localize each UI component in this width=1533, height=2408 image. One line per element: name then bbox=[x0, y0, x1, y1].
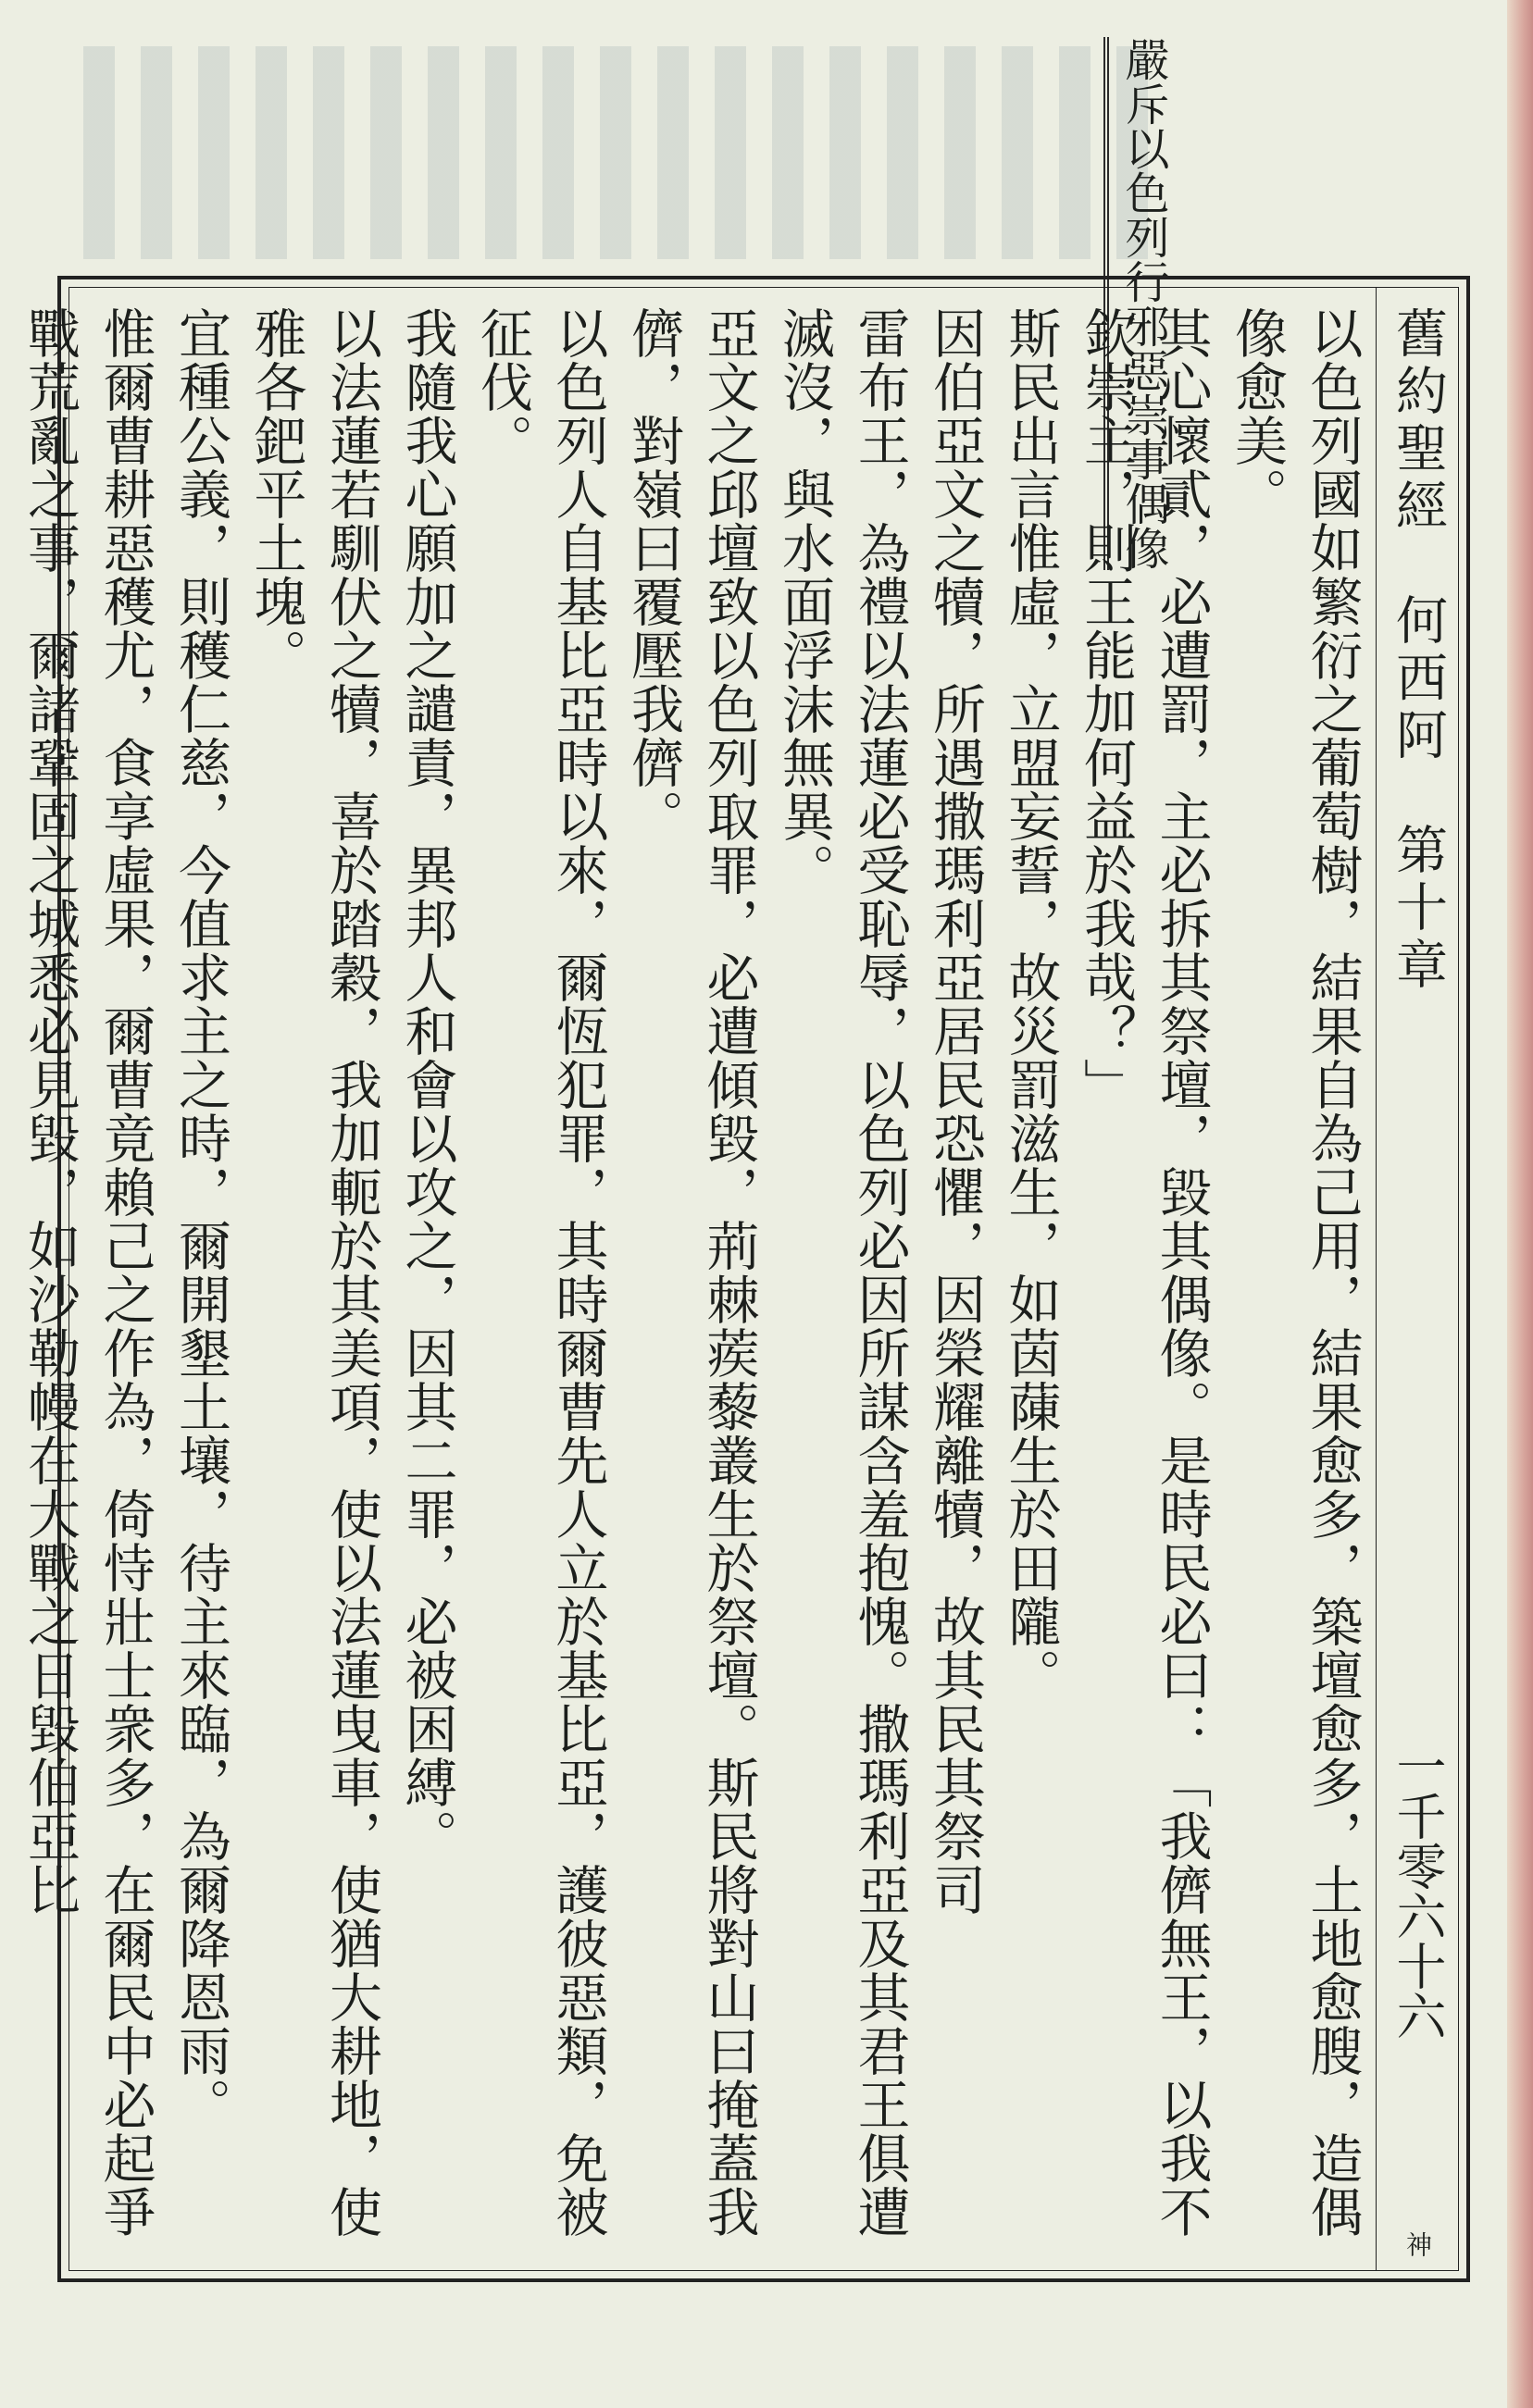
text-column: 我隨我心願加之譴責，異邦人和會以攻之，因其二罪，必被困縛。 bbox=[396, 306, 457, 1863]
page-frame bbox=[19, 276, 1470, 2282]
text-column: 以色列人自基比亞時以來，爾恆犯罪，其時爾曹先人立於基比亞，護彼惡類，免被征伐。 bbox=[471, 306, 608, 2239]
text-column: 其心懷貳，必遭罰，主必拆其祭壇，毀其偶像。是時民必曰：「我儕無王，以我不欽崇主，則王能加何益於我哉？」 bbox=[1075, 306, 1212, 2239]
running-header-column bbox=[1376, 288, 1458, 2270]
text-column: 亞文之邱壇致以色列取罪，必遭傾毀，荊棘蒺藜叢生於祭壇。斯民將對山曰掩蓋我儕，對嶺曰覆壓我儕。 bbox=[622, 306, 759, 2239]
text-column: 宜種公義，則穫仁慈，今值求主之時，爾開墾土壤，待主來臨，為爾降恩雨。 bbox=[169, 306, 231, 2131]
page-frame-inner bbox=[19, 287, 1459, 2271]
scripture-text bbox=[19, 288, 1377, 2270]
bleed-through-text bbox=[83, 46, 1166, 259]
text-column: 因伯亞文之犢，所遇撒瑪利亞居民恐懼，因榮耀離犢，故其民其祭司 bbox=[924, 306, 986, 1917]
text-column: 以色列國如繁衍之葡萄樹，結果自為己用，結果愈多，築壇愈多，土地愈膄，造偶像愈美。 bbox=[1226, 306, 1363, 2239]
running-title: 舊約聖經 何西阿 第十章 bbox=[1388, 306, 1448, 995]
section-heading-note: 嚴斥以色列行邪惡崇事偶像 bbox=[1103, 37, 1172, 570]
volume-tag: 神 bbox=[1402, 2231, 1433, 2257]
text-column: 雷布王，為禮以法蓮必受恥辱，以色列必因所謀含羞抱愧。撒瑪利亞及其君王俱遭滅沒，與水面浮沫無異。 bbox=[773, 306, 910, 2239]
page-edge bbox=[1507, 0, 1533, 2408]
page-number: 一千零六十六 bbox=[1389, 1741, 1447, 2041]
text-column: 惟爾曹耕惡穫尤，食享虛果，爾曹竟賴己之作為，倚恃壯士衆多，在爾民中必起爭戰荒亂之事，爾諸鞏固之城悉必見毀，如沙勒幔在大戰之日毀伯亞比 bbox=[19, 306, 156, 2239]
text-column: 斯民出言惟虛，立盟妄誓，故災罰滋生，如茵蔯生於田隴。 bbox=[1000, 306, 1061, 1702]
text-column: 以法蓮若馴伏之犢，喜於踏穀，我加軛於其美項，使以法蓮曳車，使猶大耕地，使雅各鈀平土塊。 bbox=[245, 306, 382, 2239]
